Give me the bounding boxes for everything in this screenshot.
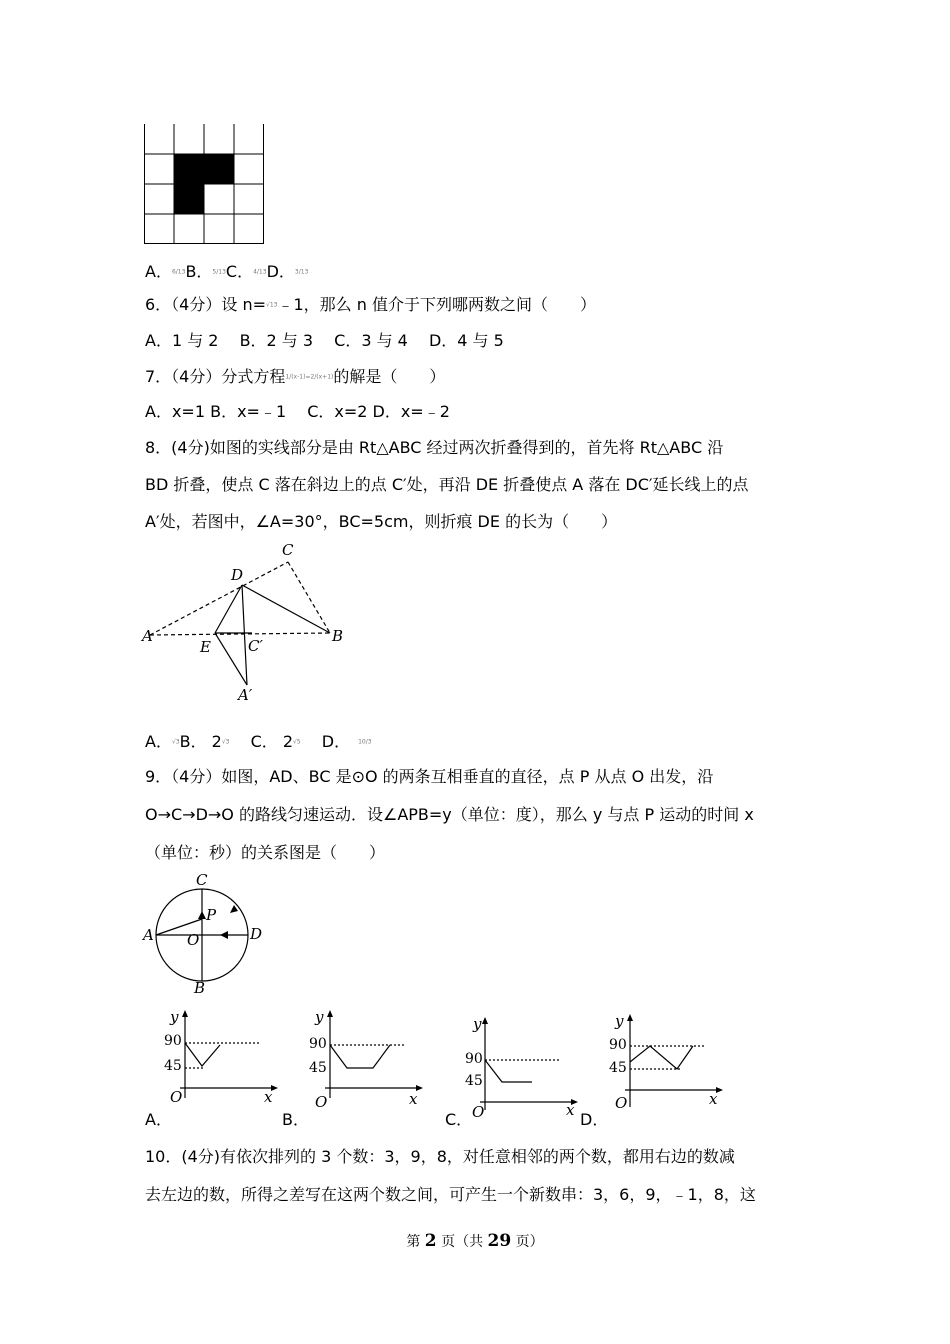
q8-options: A．√3B． 2√3 C． 2√5 D． 10/3	[145, 732, 372, 751]
q9-stem-line2: O→C→D→O 的路线匀速运动．设∠APB=y（单位：度），那么 y 与点 P 运动的时间 x	[145, 805, 754, 824]
q9-label-c: C	[196, 871, 208, 889]
q9-stem-line3: （单位：秒）的关系图是（ ）	[145, 843, 386, 862]
q10-stem-line2: 去左边的数，所得之差写在这两个数之间，可产生一个新数串：3，6，9，﹣1，8，这	[145, 1185, 756, 1204]
q7-stem: 7．（4分）分式方程1/(x-1)=2/(x+1)的解是（ ）	[145, 367, 446, 386]
q9-option-c: C．	[445, 1110, 473, 1129]
q9-option-a: A．	[145, 1110, 172, 1129]
q9-label-o: O	[187, 931, 200, 949]
q8-option-b: B． 2	[179, 732, 222, 751]
q5-option-c: C．	[225, 262, 254, 281]
q8-option-c: C． 2	[250, 732, 294, 751]
q9-graph-a: y 90 45 O x	[160, 1008, 280, 1108]
q9-circle-figure	[150, 883, 263, 993]
page-number: 2	[424, 1231, 437, 1251]
q8-label-c: C	[282, 541, 294, 559]
q8-fold-figure	[140, 540, 360, 710]
q6-stem: 6．（4分）设 n=√13﹣1，那么 n 值介于下列哪两数之间（ ）	[145, 295, 596, 314]
q9-option-d: D．	[580, 1110, 609, 1129]
q9-label-b: B	[194, 979, 206, 997]
q5-option-a: A．	[145, 262, 172, 281]
q8-stem-line3: A′处，若图中，∠A=30°，BC=5cm，则折痕 DE 的长为（ ）	[145, 512, 618, 531]
page-total: 29	[487, 1231, 512, 1251]
q9-label-d: D	[250, 925, 263, 943]
q9-stem-line1: 9．（4分）如图，AD、BC 是⊙O 的两条互相垂直的直径，点 P 从点 O 出发，沿	[145, 767, 714, 786]
q9-graph-d: y 90 45 O x	[605, 1012, 725, 1112]
q9-label-a: A	[143, 926, 154, 944]
q8-option-a: A．	[145, 732, 172, 751]
q9-graph-b: y 90 45 O x	[305, 1008, 425, 1108]
q8-option-d: D．	[321, 732, 343, 751]
q8-label-cp: C′	[248, 637, 263, 655]
q9-label-p: P	[206, 906, 217, 924]
q7-options: A．x=1 B．x=﹣1 C．x=2 D．x=﹣2	[145, 402, 450, 421]
q8-label-ap: A′	[238, 686, 253, 704]
page-footer: 第 2 页（共 29 页）	[406, 1231, 544, 1251]
q8-stem-line1: 8．(4分)如图的实线部分是由 Rt△ABC 经过两次折叠得到的，首先将 Rt△ABC 沿	[145, 438, 724, 457]
q6-options: A．1 与 2 B．2 与 3 C．3 与 4 D．4 与 5	[145, 331, 504, 350]
q8-label-a: A	[142, 627, 153, 645]
q9-option-b: B．	[282, 1110, 309, 1129]
q5-option-b: B．	[185, 262, 213, 281]
q5-option-d: D．	[266, 262, 295, 281]
q8-label-e: E	[200, 638, 211, 656]
q8-stem-line2: BD 折叠，使点 C 落在斜边上的点 C′处，再沿 DE 折叠使点 A 落在 DC′延长线上的点	[145, 475, 749, 494]
q10-stem-line1: 10．(4分)有依次排列的 3 个数：3，9，8，对任意相邻的两个数，都用右边的数减	[145, 1147, 735, 1166]
q5-options: A．6/13B．5/13C．4/13D．3/13	[145, 262, 309, 281]
q9-graph-c: y 90 45 O x	[460, 1015, 580, 1115]
q5-grid-figure	[144, 124, 266, 246]
q8-label-b: B	[332, 627, 344, 645]
q8-label-d: D	[231, 566, 244, 584]
